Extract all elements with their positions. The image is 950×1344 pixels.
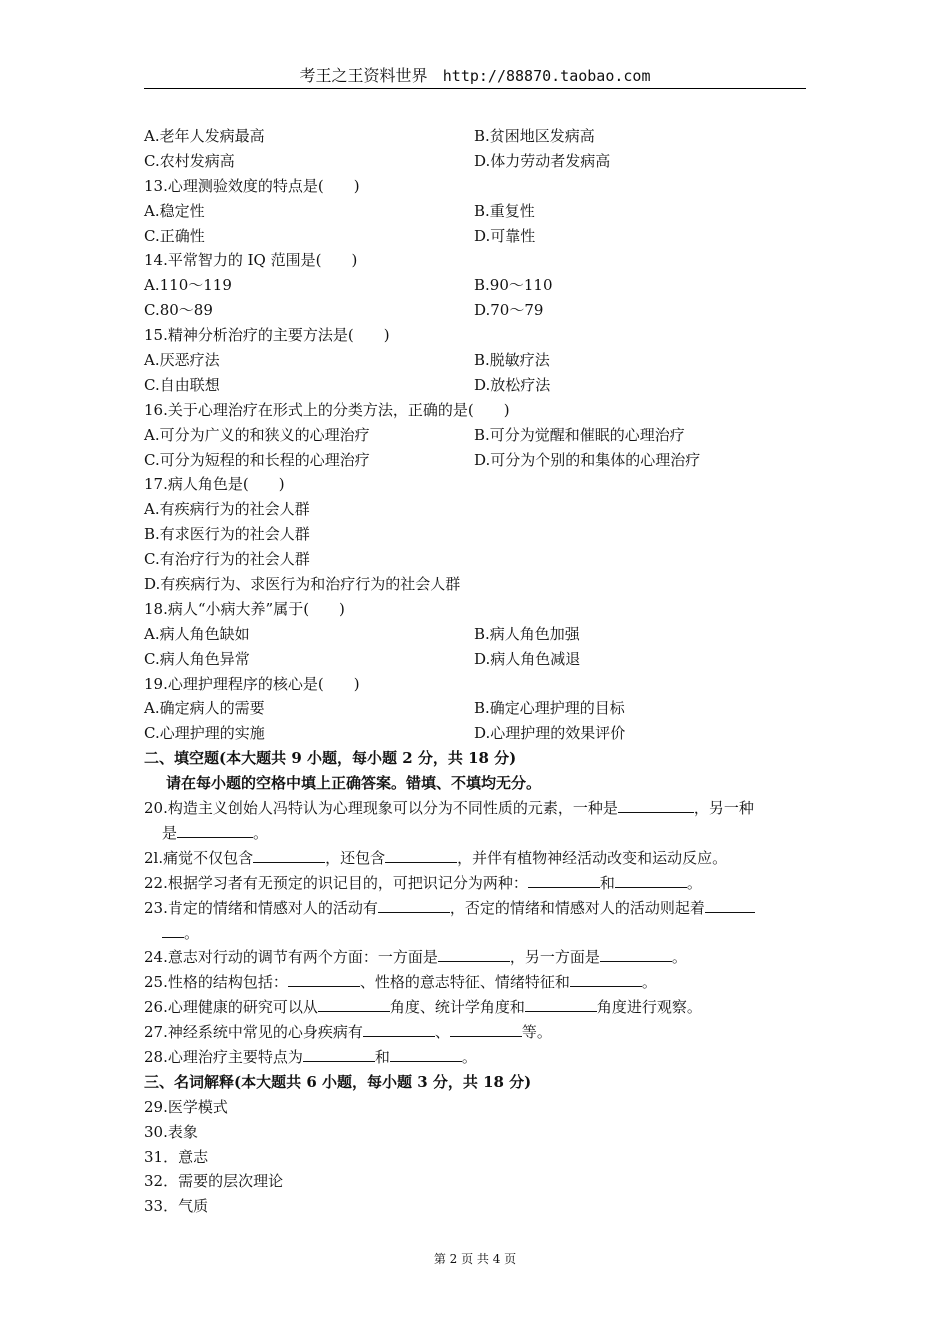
option-c: C.病人角色异常 [144, 649, 250, 668]
question-25-text: 。 [641, 973, 657, 992]
question-28-text: 。 [461, 1047, 477, 1066]
question-21-text: 2l.痛觉不仅包含 [144, 848, 254, 867]
question-20-text: ，另一种 [693, 799, 754, 818]
answer-blank[interactable] [528, 873, 600, 888]
option-a: A.确定病人的需要 [144, 699, 265, 718]
answer-blank[interactable] [438, 947, 510, 962]
page-footer: 第 2 页 共 4 页 [433, 1252, 517, 1266]
option-b: B.确定心理护理的目标 [474, 699, 625, 718]
question-24-text: 。 [671, 948, 687, 967]
question-20-text: 20.构造主义创始人冯特认为心理现象可以分为不同性质的元素，一种是 [144, 799, 618, 818]
question-29: 29.医学模式 [144, 1097, 228, 1116]
option-b: B.90～110 [474, 276, 553, 295]
question-15-options-cd [144, 373, 810, 398]
option-b: B.重复性 [474, 201, 535, 220]
question-32: 32．需要的层次理论 [144, 1172, 284, 1191]
option-d: D.70～79 [474, 301, 544, 320]
question-19-stem: 19.心理护理程序的核心是( ) [144, 674, 360, 693]
option-d: D.体力劳动者发病高 [474, 151, 611, 170]
question-12-options-cd [144, 149, 810, 174]
option-c: C.自由联想 [144, 375, 220, 394]
question-33: 33．气质 [144, 1197, 209, 1216]
option-a: A.可分为广义的和狭义的心理治疗 [144, 425, 370, 444]
option-d: D.可分为个别的和集体的心理治疗 [474, 450, 701, 469]
question-12-options-ab [144, 124, 810, 149]
answer-blank[interactable] [615, 873, 687, 888]
answer-blank[interactable] [450, 1022, 522, 1037]
question-30: 30.表象 [144, 1122, 198, 1141]
question-20-text: 是 [162, 823, 178, 842]
option-c: C.可分为短程的和长程的心理治疗 [144, 450, 370, 469]
question-22 [144, 871, 810, 896]
answer-blank[interactable] [385, 848, 457, 863]
question-27-text: 等。 [521, 1023, 552, 1042]
option-d: D.可靠性 [474, 226, 536, 245]
question-16-options-ab [144, 423, 810, 448]
question-15-options-ab [144, 348, 810, 373]
question-26 [144, 995, 810, 1020]
answer-blank[interactable] [253, 848, 325, 863]
answer-blank[interactable] [705, 898, 755, 913]
question-25 [144, 970, 810, 995]
answer-blank[interactable] [600, 947, 672, 962]
option-b: B.病人角色加强 [474, 624, 580, 643]
question-20-cont [144, 821, 810, 846]
question-18-stem: 18.病人“小病大养”属于( ) [144, 599, 345, 618]
answer-blank[interactable] [303, 1047, 375, 1062]
question-18-options-cd [144, 647, 810, 672]
question-26-text: 26.心理健康的研究可以从 [144, 998, 318, 1017]
question-13-stem: 13.心理测验效度的特点是( ) [144, 176, 360, 195]
answer-blank[interactable] [525, 997, 597, 1012]
question-21-text: ，并伴有植物神经活动改变和运动反应。 [457, 848, 728, 867]
answer-blank[interactable] [378, 898, 450, 913]
question-16-stem: 16.关于心理治疗在形式上的分类方法，正确的是( ) [144, 400, 510, 419]
option-d: D.病人角色减退 [474, 649, 581, 668]
question-18-options-ab [144, 622, 810, 647]
question-19-options-ab [144, 696, 810, 721]
exam-content [144, 124, 810, 1219]
question-28-text: 28.心理治疗主要特点为 [144, 1047, 303, 1066]
question-23-cont [144, 921, 810, 946]
option-a: A.有疾病行为的社会人群 [144, 500, 310, 519]
option-a: A.110～119 [144, 276, 232, 295]
question-17-stem: 17.病人角色是( ) [144, 475, 285, 494]
answer-blank[interactable] [162, 923, 184, 938]
question-15-stem: 15.精神分析治疗的主要方法是( ) [144, 326, 390, 345]
option-c: C.心理护理的实施 [144, 724, 265, 743]
option-c: C.80～89 [144, 301, 213, 320]
option-a: A.病人角色缺如 [144, 624, 250, 643]
question-25-text: 、性格的意志特征、情绪特征和 [359, 973, 570, 992]
question-28-text: 和 [374, 1047, 390, 1066]
question-21-text: ，还包含 [325, 848, 386, 867]
option-a: A.稳定性 [144, 201, 205, 220]
question-14-options-ab [144, 273, 810, 298]
question-26-text: 角度进行观察。 [596, 998, 702, 1017]
question-22-text: 和 [599, 873, 615, 892]
question-13-options-ab [144, 199, 810, 224]
question-25-text: 25.性格的结构包括： [144, 973, 288, 992]
question-20 [144, 796, 810, 821]
answer-blank[interactable] [390, 1047, 462, 1062]
question-27-text: 、 [434, 1023, 450, 1042]
question-31: 31．意志 [144, 1147, 209, 1166]
header-url: http://88870.taobao.com [442, 67, 651, 85]
question-14-options-cd [144, 298, 810, 323]
question-16-options-cd [144, 448, 810, 473]
section-2-title: 二、填空题(本大题共 9 小题，每小题 2 分，共 18 分) [144, 749, 517, 768]
option-c: C.正确性 [144, 226, 205, 245]
question-23-text: 23.肯定的情绪和情感对人的活动有 [144, 898, 378, 917]
option-c: C.农村发病高 [144, 151, 235, 170]
header-title: 考王之王资料世界 [299, 66, 428, 85]
option-c: C.有治疗行为的社会人群 [144, 550, 310, 569]
question-24-text: 24.意志对行动的调节有两个方面：一方面是 [144, 948, 438, 967]
question-23-text: 。 [184, 923, 200, 942]
option-b: B.贫困地区发病高 [474, 127, 595, 145]
question-22-text: 。 [686, 873, 702, 892]
question-14-stem: 14.平常智力的 IQ 范围是( ) [144, 251, 358, 270]
question-24 [144, 945, 810, 970]
option-a: A.厌恶疗法 [144, 351, 220, 370]
section-3-title: 三、名词解释(本大题共 6 小题，每小题 3 分，共 18 分) [144, 1072, 532, 1091]
question-24-text: ，另一方面是 [509, 948, 600, 967]
answer-blank[interactable] [177, 823, 253, 838]
option-d: D.放松疗法 [474, 375, 551, 394]
question-13-options-cd [144, 224, 810, 249]
question-20-text: 。 [253, 823, 269, 842]
option-b: B.脱敏疗法 [474, 351, 550, 370]
answer-blank[interactable] [363, 1022, 435, 1037]
option-d: D.有疾病行为、求医行为和治疗行为的社会人群 [144, 575, 461, 594]
answer-blank[interactable] [288, 972, 360, 987]
question-19-options-cd [144, 721, 810, 746]
answer-blank[interactable] [318, 997, 390, 1012]
question-28 [144, 1045, 810, 1070]
option-a: A.老年人发病最高 [144, 127, 265, 145]
question-26-text: 角度、统计学角度和 [389, 998, 525, 1017]
section-2-instruction: 请在每小题的空格中填上正确答案。错填、不填均无分。 [166, 774, 542, 793]
option-b: B.可分为觉醒和催眠的心理治疗 [474, 425, 685, 444]
page-header [144, 64, 806, 89]
option-b: B.有求医行为的社会人群 [144, 525, 310, 544]
question-21 [144, 846, 810, 871]
question-27 [144, 1020, 810, 1045]
option-d: D.心理护理的效果评价 [474, 724, 626, 743]
question-27-text: 27.神经系统中常见的心身疾病有 [144, 1023, 363, 1042]
question-22-text: 22.根据学习者有无预定的识记目的，可把识记分为两种： [144, 873, 528, 892]
question-23-text: ，否定的情绪和情感对人的活动则起着 [449, 898, 705, 917]
answer-blank[interactable] [618, 798, 694, 813]
answer-blank[interactable] [570, 972, 642, 987]
question-23 [144, 896, 810, 921]
